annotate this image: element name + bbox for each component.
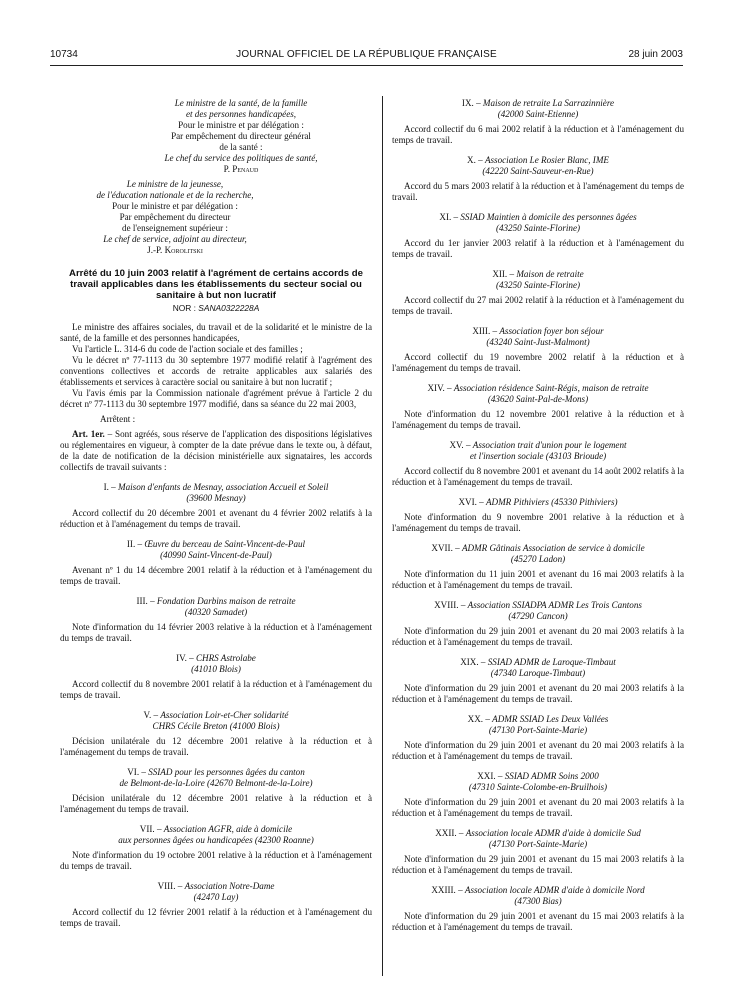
entry-text: Avenant nº 1 du 14 décembre 2001 relatif à la réduction et à l'aménagement du temps de travail. bbox=[60, 565, 372, 586]
signature-line: Pour le ministre et par délégation : bbox=[112, 201, 238, 211]
entry-heading-text: SSIAD pour les personnes âgées du canton bbox=[148, 767, 305, 777]
agreement-entry bbox=[392, 885, 684, 933]
entry-heading bbox=[60, 607, 372, 618]
entry-heading bbox=[60, 550, 372, 561]
entry-text: Note d'information du 29 juin 2001 et avenant du 20 mai 2003 relatifs à la réduction et à l'aménagement du temps de travail. bbox=[392, 683, 684, 704]
entry-heading-text: SSIAD ADMR de Laroque-Timbaut bbox=[487, 657, 616, 667]
agreement-entry bbox=[392, 212, 684, 260]
entry-heading bbox=[392, 600, 684, 611]
signatory-name: P. Penaud bbox=[223, 164, 259, 174]
signature-line: de l'éducation nationale et de la recherche, bbox=[96, 190, 254, 200]
left-entries-list bbox=[60, 482, 372, 929]
entry-text: Note d'information du 29 juin 2001 et avenant du 20 mai 2003 relatifs à la réduction et à l'aménagement du temps de travail. bbox=[392, 740, 684, 761]
entry-number: IV. – bbox=[176, 653, 196, 663]
entry-heading bbox=[60, 778, 372, 789]
entry-heading bbox=[392, 440, 684, 451]
entry-heading-text: (43240 Saint-Just-Malmont) bbox=[486, 337, 590, 347]
signature-line: et des personnes handicapées, bbox=[185, 109, 297, 119]
entry-heading bbox=[392, 668, 684, 679]
entry-heading-text: Association résidence Saint-Régis, maison de retraite bbox=[453, 383, 649, 393]
preamble-paragraph: Vu l'article L. 314-6 du code de l'action sociale et des familles ; bbox=[72, 344, 303, 354]
entry-heading-text: (45270 Ladon) bbox=[510, 554, 566, 564]
entry-heading-text: Maison de retraite bbox=[516, 269, 584, 279]
agreement-entry bbox=[392, 657, 684, 705]
entry-heading-text: (47310 Sainte-Colombe-en-Bruilhois) bbox=[468, 782, 608, 792]
preamble-paragraph: Le ministre des affaires sociales, du travail et de la solidarité et le ministre de la santé, de la famille et des personnes handicapées, bbox=[60, 322, 372, 343]
entry-number: XXIII. – bbox=[431, 885, 465, 895]
entry-heading bbox=[392, 326, 684, 337]
entry-heading bbox=[60, 835, 372, 846]
agreement-entry bbox=[60, 596, 372, 644]
entry-text: Accord collectif du 27 mai 2002 relatif à la réduction et à l'aménagement du temps de travail. bbox=[392, 295, 684, 316]
issue-date: 28 juin 2003 bbox=[628, 49, 683, 60]
entry-heading-text: (43250 Sainte-Florine) bbox=[495, 280, 581, 290]
signature-line: Le ministre de la jeunesse, bbox=[126, 179, 224, 189]
signature-line: Le chef du service des politiques de santé, bbox=[164, 153, 318, 163]
entry-heading-text: CHRS Astrolabe bbox=[195, 653, 256, 663]
entry-heading-text: (40320 Samadet) bbox=[184, 607, 248, 617]
entry-text: Note d'information du 29 juin 2001 et avenant du 20 mai 2003 relatifs à la réduction et à l'aménagement du temps de travail. bbox=[392, 797, 684, 818]
agreement-entry bbox=[392, 771, 684, 819]
entry-text: Note d'information du 29 juin 2001 et avenant du 15 mai 2003 relatifs à la réduction et à l'aménagement du temps de travail. bbox=[392, 911, 684, 932]
decree-title: Arrêté du 10 juin 2003 relatif à l'agrément de certains accords de travail applicables dans les établissements du secteur social ou sanitaire à but non lucratif bbox=[69, 268, 363, 301]
entry-heading-text: (40990 Saint-Vincent-de-Paul) bbox=[160, 550, 272, 560]
entry-text: Accord du 5 mars 2003 relatif à la réduction et à l'aménagement du temps de travail. bbox=[392, 181, 684, 202]
entry-heading-text: Maison d'enfants de Mesnay, association Accueil et Soleil bbox=[118, 482, 329, 492]
article-text: – Sont agréés, sous réserve de l'application des dispositions législatives ou réglementaires en vigueur, à compter de la date prévue dans le texte ou, à défaut, de la date de notification de la décision ministérielle aux signataires, les accords collectifs de travail suivants : bbox=[60, 429, 372, 472]
entry-heading bbox=[392, 828, 684, 839]
entry-heading-text: Association trait d'union pour le logement bbox=[472, 440, 627, 450]
agreement-entry bbox=[392, 326, 684, 374]
entry-text: Note d'information du 14 février 2003 relative à la réduction et à l'aménagement du temps de travail. bbox=[60, 622, 372, 643]
entry-number: I. – bbox=[103, 482, 118, 492]
entry-heading-text: Association locale ADMR d'aide à domicile Sud bbox=[465, 828, 641, 838]
entry-heading-text: (47300 Bias) bbox=[514, 896, 562, 906]
entry-heading bbox=[392, 725, 684, 736]
entry-heading bbox=[392, 554, 684, 565]
nor-reference bbox=[60, 303, 372, 314]
entry-heading bbox=[60, 721, 372, 732]
entry-heading bbox=[60, 653, 372, 664]
signature-block-education bbox=[60, 179, 290, 256]
agreement-entry bbox=[392, 543, 684, 591]
entry-heading-text: Association foyer bon séjour bbox=[499, 326, 604, 336]
entry-number: VIII. – bbox=[157, 881, 185, 891]
agreement-entry bbox=[60, 824, 372, 872]
entry-text: Accord collectif du 20 décembre 2001 et avenant du 4 février 2002 relatifs à la réduction et à l'aménagement du temps de travail. bbox=[60, 508, 372, 529]
entry-heading bbox=[60, 664, 372, 675]
entry-heading bbox=[392, 657, 684, 668]
entry-heading-text: ADMR SSIAD Les Deux Vallées bbox=[492, 714, 609, 724]
entry-text: Note d'information du 9 novembre 2001 relative à la réduction et à l'aménagement du temps de travail. bbox=[392, 512, 684, 533]
entry-text: Accord collectif du 19 novembre 2002 relatif à la réduction et à l'aménagement du temps de travail. bbox=[392, 352, 684, 373]
entry-heading bbox=[392, 155, 684, 166]
entry-number: XXII. – bbox=[435, 828, 466, 838]
entry-heading bbox=[392, 109, 684, 120]
entry-text: Accord du 1er janvier 2003 relatif à la réduction et à l'aménagement du temps de travail. bbox=[392, 238, 684, 259]
entry-heading bbox=[60, 892, 372, 903]
entry-text: Accord collectif du 8 novembre 2001 relatif à la réduction et à l'aménagement du temps de travail. bbox=[60, 679, 372, 700]
agreement-entry bbox=[392, 155, 684, 203]
entry-heading bbox=[392, 839, 684, 850]
entry-heading bbox=[392, 383, 684, 394]
entry-heading bbox=[392, 223, 684, 234]
entry-number: XII. – bbox=[492, 269, 517, 279]
entry-text: Note d'information du 29 juin 2001 et avenant du 20 mai 2003 relatifs à la réduction et à l'aménagement du temps de travail. bbox=[392, 626, 684, 647]
entry-text: Décision unilatérale du 12 décembre 2001 relative à la réduction et à l'aménagement du temps de travail. bbox=[60, 736, 372, 757]
entry-heading-text: Œuvre du berceau de Saint-Vincent-de-Paul bbox=[144, 539, 306, 549]
entry-number: XVI. – bbox=[458, 497, 486, 507]
agreement-entry bbox=[60, 539, 372, 587]
signature-block-health bbox=[60, 98, 372, 175]
entry-heading bbox=[60, 539, 372, 550]
entry-number: XVII. – bbox=[431, 543, 462, 553]
entry-heading-text: Association Notre-Dame bbox=[184, 881, 275, 891]
agreement-entry bbox=[60, 653, 372, 701]
nor-label: NOR : bbox=[172, 303, 199, 313]
entry-heading bbox=[392, 98, 684, 109]
entry-text: Note d'information du 12 novembre 2001 relative à la réduction et à l'aménagement du temps de travail. bbox=[392, 409, 684, 430]
entry-heading bbox=[392, 451, 684, 462]
agreement-entry bbox=[60, 881, 372, 929]
article-1 bbox=[60, 429, 372, 473]
entry-heading-text: Maison de retraite La Sarrazinnière bbox=[482, 98, 615, 108]
entry-heading-text: (42470 Lay) bbox=[193, 892, 239, 902]
signature-line: Par empêchement du directeur bbox=[119, 212, 231, 222]
entry-number: XXI. – bbox=[477, 771, 505, 781]
signature-line: de l'enseignement supérieur : bbox=[122, 223, 228, 233]
entry-number: XI. – bbox=[439, 212, 461, 222]
entry-heading bbox=[392, 280, 684, 291]
entry-heading bbox=[392, 269, 684, 280]
signature-line: Le ministre de la santé, de la famille bbox=[174, 98, 308, 108]
entry-heading bbox=[60, 824, 372, 835]
left-column bbox=[60, 98, 372, 938]
entry-number: XVIII. – bbox=[434, 600, 468, 610]
entry-heading-text: Association SSIADPA ADMR Les Trois Cantons bbox=[467, 600, 642, 610]
entry-heading-text: SSIAD ADMR Soins 2000 bbox=[504, 771, 599, 781]
entry-heading bbox=[392, 337, 684, 348]
entry-text: Accord collectif du 12 février 2001 relatif à la réduction et à l'aménagement du temps de travail. bbox=[60, 907, 372, 928]
agreement-entry bbox=[392, 383, 684, 431]
right-column bbox=[392, 98, 684, 942]
right-entries-list bbox=[392, 98, 684, 933]
entry-heading-text: Association locale ADMR d'aide à domicile Nord bbox=[464, 885, 645, 895]
entry-heading-text: (42220 Saint-Sauveur-en-Rue) bbox=[482, 166, 594, 176]
agreement-entry bbox=[392, 828, 684, 876]
entry-heading-text: et l'insertion sociale (43103 Brioude) bbox=[469, 451, 607, 461]
entry-number: IX. – bbox=[461, 98, 483, 108]
agreement-entry bbox=[60, 767, 372, 815]
preamble-paragraph: Vu le décret nº 77-1113 du 30 septembre 1977 modifié relatif à l'agrément des conventions collectives et accords de retraite applicables aux salariés des établissements et services à caractère social ou sanitaire à but non lucratif ; bbox=[60, 355, 372, 387]
entry-text: Note d'information du 29 juin 2001 et avenant du 15 mai 2003 relatifs à la réduction et à l'aménagement du temps de travail. bbox=[392, 854, 684, 875]
entry-text: Décision unilatérale du 12 décembre 2001 relative à la réduction et à l'aménagement du temps de travail. bbox=[60, 793, 372, 814]
entry-number: XIV. – bbox=[427, 383, 454, 393]
entry-heading bbox=[392, 166, 684, 177]
signature-line: Pour le ministre et par délégation : bbox=[178, 120, 304, 130]
agreement-entry bbox=[60, 710, 372, 758]
entry-heading-text: CHRS Cécile Breton (41000 Blois) bbox=[152, 721, 280, 731]
journal-title: JOURNAL OFFICIEL DE LA RÉPUBLIQUE FRANÇAISE bbox=[236, 49, 497, 60]
entry-heading-text: ADMR Gâtinais Association de service à domicile bbox=[461, 543, 645, 553]
entry-heading bbox=[392, 771, 684, 782]
signature-line: Par empêchement du directeur général bbox=[171, 131, 311, 141]
page-header bbox=[50, 49, 683, 63]
entry-heading bbox=[60, 881, 372, 892]
entry-heading-text: SSIAD Maintien à domicile des personnes âgées bbox=[460, 212, 637, 222]
entry-heading-text: (43250 Sainte-Florine) bbox=[495, 223, 581, 233]
page-number: 10734 bbox=[50, 49, 78, 60]
entry-heading-text: (47130 Port-Sainte-Marie) bbox=[488, 839, 588, 849]
entry-number: X. – bbox=[467, 155, 485, 165]
entry-heading bbox=[392, 896, 684, 907]
entry-heading bbox=[392, 885, 684, 896]
entry-text: Accord collectif du 6 mai 2002 relatif à la réduction et à l'aménagement du temps de travail. bbox=[392, 124, 684, 145]
agreement-entry bbox=[60, 482, 372, 530]
entry-heading-text: Association Loir-et-Cher solidarité bbox=[160, 710, 289, 720]
entry-heading bbox=[392, 714, 684, 725]
entry-heading-text: (39600 Mesnay) bbox=[186, 493, 246, 503]
entry-number: XIX. – bbox=[460, 657, 488, 667]
agreement-entry bbox=[392, 269, 684, 317]
entry-number: XX. – bbox=[467, 714, 493, 724]
entry-heading bbox=[60, 710, 372, 721]
entry-heading-text: (47340 Laroque-Timbaut) bbox=[490, 668, 586, 678]
entry-number: II. – bbox=[126, 539, 145, 549]
entry-heading bbox=[392, 497, 684, 508]
entry-text: Accord collectif du 8 novembre 2001 et avenant du 14 août 2002 relatifs à la réduction et à l'aménagement du temps de travail. bbox=[392, 466, 684, 487]
entry-text: Note d'information du 11 juin 2001 et avenant du 16 mai 2003 relatifs à la réduction et à l'aménagement du temps de travail. bbox=[392, 569, 684, 590]
column-divider bbox=[382, 96, 383, 976]
entry-heading-text: Association Le Rosier Blanc, IME bbox=[484, 155, 609, 165]
header-rule bbox=[50, 65, 683, 66]
entry-heading bbox=[60, 493, 372, 504]
entry-heading bbox=[392, 782, 684, 793]
entry-heading-text: (47130 Port-Sainte-Marie) bbox=[488, 725, 588, 735]
entry-heading bbox=[392, 543, 684, 554]
entry-heading-text: Fondation Darbins maison de retraite bbox=[156, 596, 296, 606]
entry-heading bbox=[392, 394, 684, 405]
entry-heading-text: (47290 Cancon) bbox=[508, 611, 568, 621]
article-label: Art. 1er. bbox=[72, 429, 105, 439]
entry-heading bbox=[392, 611, 684, 622]
entry-heading-text: (42000 Saint-Etienne) bbox=[497, 109, 579, 119]
preamble-paragraph: Vu l'avis émis par la Commission nationale d'agrément prévue à l'article 2 du décret nº 77-1113 du 30 septembre 1977 modifié, dans sa séance du 22 mai 2003, bbox=[60, 388, 372, 409]
entry-number: VI. – bbox=[127, 767, 149, 777]
entry-number: V. – bbox=[143, 710, 161, 720]
agreement-entry bbox=[392, 600, 684, 648]
entry-heading-text: (41010 Blois) bbox=[191, 664, 241, 674]
agreement-entry bbox=[392, 98, 684, 146]
entry-number: VII. – bbox=[139, 824, 164, 834]
signature-line: de la santé : bbox=[219, 142, 263, 152]
entry-heading-text: Association AGFR, aide à domicile bbox=[163, 824, 293, 834]
signatory-name: J.-P. Korolitski bbox=[147, 245, 203, 255]
agreement-entry bbox=[392, 440, 684, 488]
entry-text: Note d'information du 19 octobre 2001 relative à la réduction et à l'aménagement du temps de travail. bbox=[60, 850, 372, 871]
entry-heading bbox=[392, 212, 684, 223]
arretent: Arrêtent : bbox=[100, 414, 136, 424]
entry-number: III. – bbox=[136, 596, 157, 606]
entry-heading bbox=[60, 482, 372, 493]
entry-number: XV. – bbox=[449, 440, 473, 450]
entry-heading bbox=[60, 767, 372, 778]
entry-heading bbox=[60, 596, 372, 607]
entry-heading-text: ADMR Pithiviers (45330 Pithiviers) bbox=[485, 497, 618, 507]
agreement-entry bbox=[392, 714, 684, 762]
nor-value: SANA0322228A bbox=[198, 303, 260, 313]
entry-heading-text: aux personnes âgées ou handicapées (42300 Roanne) bbox=[118, 835, 314, 845]
entry-number: XIII. – bbox=[472, 326, 500, 336]
entry-heading-text: de Belmont-de-la-Loire (42670 Belmont-de-la-Loire) bbox=[119, 778, 313, 788]
agreement-entry bbox=[392, 497, 684, 534]
entry-heading-text: (43620 Saint-Pal-de-Mons) bbox=[487, 394, 589, 404]
signature-line: Le chef de service, adjoint au directeur, bbox=[103, 234, 247, 244]
